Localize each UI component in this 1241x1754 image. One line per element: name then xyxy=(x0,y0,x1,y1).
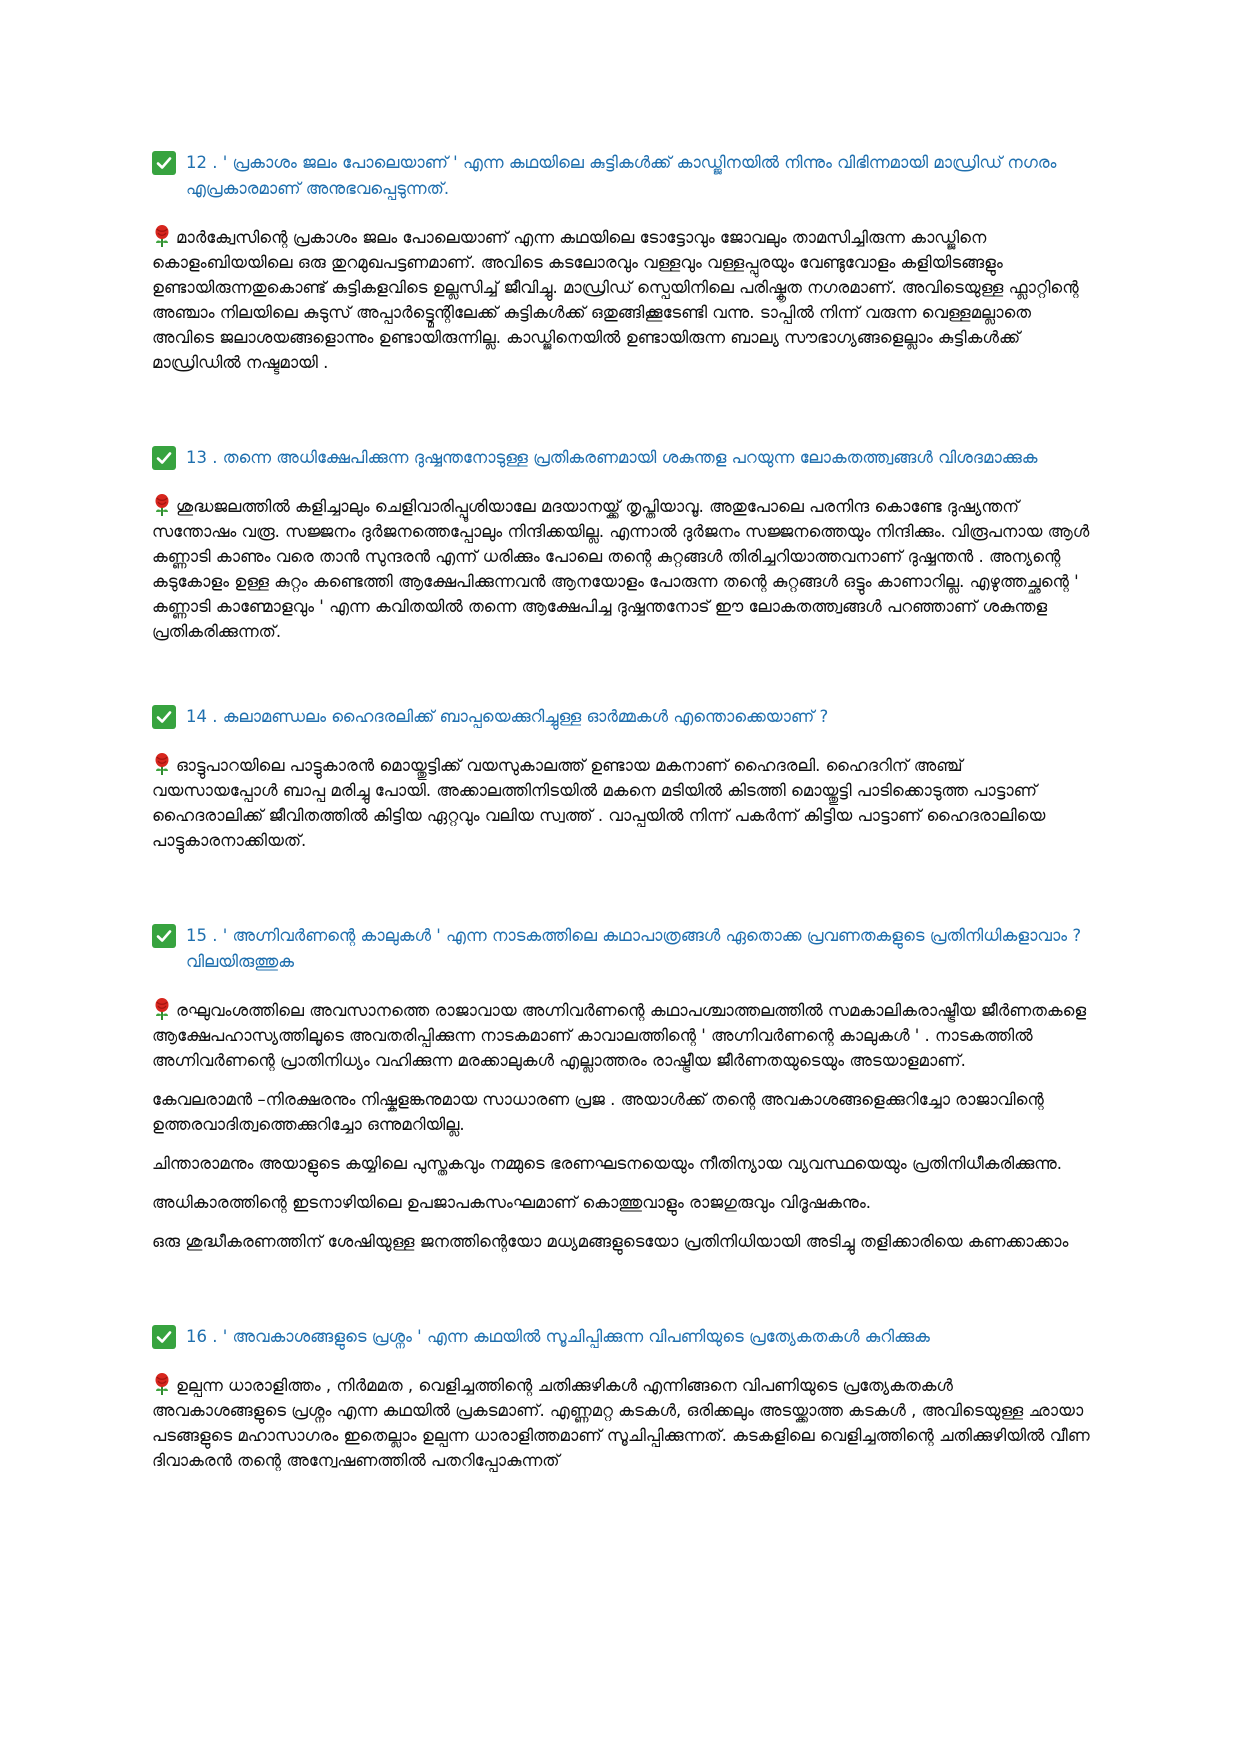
check-mark-icon xyxy=(152,924,176,948)
qa-item-14 xyxy=(152,704,1092,853)
check-mark-icon xyxy=(152,446,176,470)
answer-paragraph: രഘുവംശത്തിലെ അവസാനത്തെ രാജാവായ അഗ്നിവർണന്റെ കഥാപശ്ചാത്തലത്തിൽ സമകാലികരാഷ്ട്രീയ ജീർണതകളെ ആക്ഷേപഹാസ്യത്തിലൂടെ അവതരിപ്പിക്കുന്ന നാടകമാണ് കാവാലത്തിന്റെ ' അഗ്നിവർണന്റെ കാലുകൾ ' . നാടകത്തിൽ അഗ്നിവർണന്റെ പ്രാതിനിധ്യം വഹിക്കുന്ന മരക്കാലുകൾ എല്ലാത്തരം രാഷ്ട്രീയ ജീർണതയുടെയും അടയാളമാണ്. xyxy=(152,997,1092,1073)
answer-paragraph: അധികാരത്തിന്റെ ഇടനാഴിയിലെ ഉപജാപകസംഘമാണ് കൊത്തുവാളും രാജഗുരുവും വിദൂഷകനും. xyxy=(152,1193,871,1212)
check-mark-icon xyxy=(152,151,176,175)
answer-paragraph: ശുദ്ധജലത്തിൽ കളിച്ചാലും ചെളിവാരിപ്പൂശിയാലേ മദയാനയ്ക്ക് തൃപ്തിയാവൂ. അതുപോലെ പരനിന്ദ കൊണ്ടേ ദുഷ്യന്തന് സന്തോഷം വരൂ. സജ്ജനം ദുർജനത്തെപ്പോലും നിന്ദിക്കയില്ല. എന്നാൽ ദുർജനം സജ്ജനത്തെയും നിന്ദിക്കും. വിരൂപനായ ആൾ കണ്ണാടി കാണും വരെ താൻ സുന്ദരൻ എന്ന് ധരിക്കും പോലെ തന്റെ കുറ്റങ്ങൾ തിരിച്ചറിയാത്തവനാണ് ദുഷ്ഷന്തൻ . അന്യന്റെ കടുകോളം ഉള്ള കുറ്റം കണ്ടെത്തി ആക്ഷേപിക്കുന്നവൻ ആനയോളം പോരുന്ന തന്റെ കുറ്റങ്ങൾ ഒട്ടും കാണാറില്ല. എഴുത്തച്ഛന്റെ ' കണ്ണാടി കാണ്മോളവും ' എന്ന കവിതയിൽ തന്നെ ആക്ഷേപിച്ച ദുഷ്ഷന്തനോട് ഈ ലോകതത്ത്വങ്ങൾ പറഞ്ഞാണ് ശകുന്തള പ്രതികരിക്കുന്നത്. xyxy=(152,493,1092,644)
rose-icon xyxy=(152,493,172,517)
qa-item-12 xyxy=(152,150,1092,375)
rose-icon xyxy=(152,1372,172,1396)
qa-item-13 xyxy=(152,445,1092,644)
question-heading xyxy=(152,704,1092,730)
question-heading xyxy=(152,923,1092,975)
question-text: 12 . ' പ്രകാശം ജലം പോലെയാണ് ' എന്ന കഥയിലെ കുട്ടികൾക്ക് കാഡ്ജിനയിൽ നിന്നും വിഭിന്നമായി മാഡ്രിഡ് നഗരം എപ്രകാരമാണ് അനുഭവപ്പെടുന്നത്. xyxy=(186,153,1057,198)
question-heading xyxy=(152,1324,1092,1350)
question-text: 16 . ' അവകാശങ്ങളുടെ പ്രശ്നം ' എന്ന കഥയിൽ സൂചിപ്പിക്കുന്ന വിപണിയുടെ പ്രത്യേകതകൾ കുറിക്കുക xyxy=(186,1327,930,1346)
rose-icon xyxy=(152,997,172,1021)
question-heading xyxy=(152,445,1092,471)
answer-paragraph: ഒരു ശുദ്ധീകരണത്തിന് ശേഷിയുള്ള ജനത്തിന്റെയോ മധ്യമങ്ങളുടെയോ പ്രതിനിധിയായി അടിച്ചു തളിക്കാരിയെ കണക്കാക്കാം xyxy=(152,1232,1069,1251)
answer-paragraph: ഓട്ടുപാറയിലെ പാട്ടുകാരൻ മൊയ്തുട്ടിക്ക് വയസുകാലത്ത് ഉണ്ടായ മകനാണ് ഹൈദരലി. ഹൈദറിന് അഞ്ച് വയസായപ്പോൾ ബാപ്പ മരിച്ചു പോയി. അക്കാലത്തിനിടയിൽ മകനെ മടിയിൽ കിടത്തി മൊയ്തുട്ടി പാടിക്കൊടുത്ത പാട്ടാണ് ഹൈദരാലിക്ക് ജീവിതത്തിൽ കിട്ടിയ ഏറ്റവും വലിയ സ്വത്ത് . വാപ്പയിൽ നിന്ന് പകർന്ന് കിട്ടിയ പാട്ടാണ് ഹൈദരാലിയെ പാട്ടുകാരനാക്കിയത്. xyxy=(152,752,1092,853)
rose-icon xyxy=(152,752,172,776)
document-page xyxy=(152,150,1092,1473)
answer-paragraph: മാർക്വേസിന്റെ പ്രകാശം ജലം പോലെയാണ് എന്ന കഥയിലെ ടോട്ടോവും ജോവലും താമസിച്ചിരുന്ന കാഡ്ജിനെ കൊളംബിയയിലെ ഒരു തുറമുഖപട്ടണമാണ്. അവിടെ കടലോരവും വള്ളവും വള്ളപ്പുരയും വേണ്ടുവോളം കളിയിടങ്ങളും ഉണ്ടായിരുന്നതുകൊണ്ട് കുട്ടികളവിടെ ഉല്ലസിച്ച് ജീവിച്ചു. മാഡ്രിഡ് സ്പെയിനിലെ പരിഷ്കൃത നഗരമാണ്. അവിടെയുള്ള ഫ്ലാറ്റിന്റെ അഞ്ചാം നിലയിലെ കുടുസ് അപ്പാർട്ട്മെന്റിലേക്ക് കുട്ടികൾക്ക് ഒതുങ്ങിക്കൂടേണ്ടി വന്നു. ടാപ്പിൽ നിന്ന് വരുന്ന വെള്ളമല്ലാതെ അവിടെ ജലാശയങ്ങളൊന്നും ഉണ്ടായിരുന്നില്ല. കാഡ്ജിനെയിൽ ഉണ്ടായിരുന്ന ബാല്യ സൗഭാഗ്യങ്ങളെല്ലാം കുട്ടികൾക്ക് മാഡ്രിഡിൽ നഷ്ടമായി . xyxy=(152,224,1092,375)
check-mark-icon xyxy=(152,1325,176,1349)
answer-paragraph: കേവലരാമൻ –നിരക്ഷരനും നിഷ്കളങ്കനുമായ സാധാരണ പ്രജ . അയാൾക്ക് തന്റെ അവകാശങ്ങളെക്കുറിച്ചോ രാജാവിന്റെ ഉത്തരവാദിത്വത്തെക്കുറിച്ചോ ഒന്നുമറിയില്ല. xyxy=(152,1090,1044,1134)
rose-icon xyxy=(152,224,172,248)
answer-paragraph: ഉല്പന്ന ധാരാളിത്തം , നിർമമത , വെളിച്ചത്തിന്റെ ചതിക്കുഴികൾ എന്നിങ്ങനെ വിപണിയുടെ പ്രത്യേകതകൾ അവകാശങ്ങളുടെ പ്രശ്നം എന്ന കഥയിൽ പ്രകടമാണ്. എണ്ണമറ്റ കടകൾ, ഒരിക്കലും അടയ്ക്കാത്ത കടകൾ , അവിടെയുള്ള ഛായാ പടങ്ങളുടെ മഹാസാഗരം ഇതെല്ലാം ഉല്പന്ന ധാരാളിത്തമാണ് സൂചിപ്പിക്കുന്നത്. കടകളിലെ വെളിച്ചത്തിന്റെ ചതിക്കുഴിയിൽ വീണ ദിവാകരൻ തന്റെ അന്വേഷണത്തിൽ പതറിപ്പോകുന്നത് xyxy=(152,1372,1092,1473)
qa-item-16 xyxy=(152,1324,1092,1473)
question-text: 15 . ' അഗ്നിവർണന്റെ കാലുകൾ ' എന്ന നാടകത്തിലെ കഥാപാത്രങ്ങൾ ഏതൊക്ക പ്രവണതകളുടെ പ്രതിനിധികളാവാം ? വിലയിരുത്തുക xyxy=(186,926,1082,971)
qa-item-15 xyxy=(152,923,1092,1254)
question-text: 14 . കലാമണ്ഡലം ഹൈദരലിക്ക് ബാപ്പയെക്കുറിച്ചുള്ള ഓർമ്മകൾ എന്തൊക്കെയാണ് ? xyxy=(186,707,829,726)
question-text: 13 . തന്നെ അധിക്ഷേപിക്കുന്ന ദുഷ്ഷന്തനോടുള്ള പ്രതികരണമായി ശകുന്തള പറയുന്ന ലോകതത്ത്വങ്ങൾ വിശദമാക്കുക xyxy=(186,448,1038,467)
question-heading xyxy=(152,150,1092,202)
answer-paragraph: ചിന്താരാമനും അയാളുടെ കയ്യിലെ പുസ്തകവും നമ്മുടെ ഭരണഘടനയെയും നീതിന്യായ വ്യവസ്ഥയെയും പ്രതിനിധീകരിക്കുന്നു. xyxy=(152,1154,1062,1173)
check-mark-icon xyxy=(152,705,176,729)
